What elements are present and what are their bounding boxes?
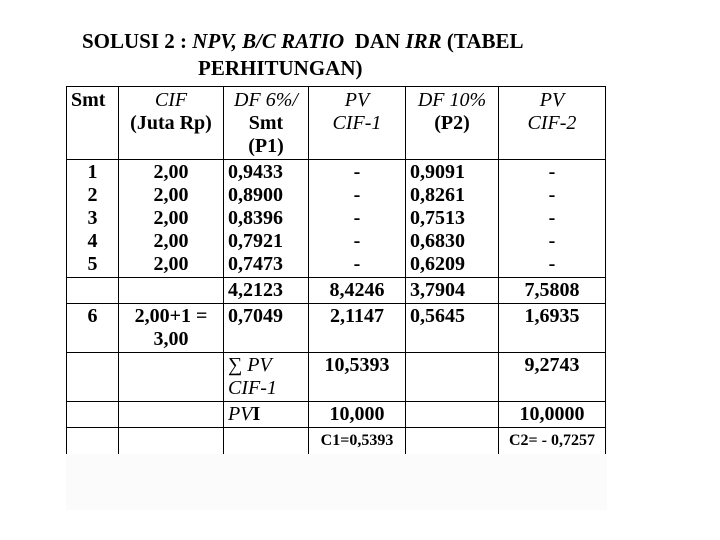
page-title	[82, 28, 642, 82]
calculation-table	[66, 86, 606, 454]
table-row: 1 2 3 4 5 2,00 2,00 2,00 2,00 2,00 0,9433 0,8900 0,8396 0,7921 0,7473 - - - - - 0,9091 0,8261 0,7513 0,6830 0,6209 - - - - -	[67, 160, 606, 278]
header-pv-cif2: PV CIF-2	[499, 87, 606, 160]
title-line-1: SOLUSI 2 : NPV, B/C RATIO DAN IRR (TABEL	[82, 29, 524, 53]
subtotal-row: 4,2123 8,4246 3,7904 7,5808	[67, 278, 606, 304]
header-pv-cif1: PV CIF-1	[309, 87, 406, 160]
sum-pv-row: ∑ PV CIF-1 10,5393 9,2743	[67, 353, 606, 402]
row-6: 6 2,00+1 = 3,00 0,7049 2,1147 0,5645 1,6935	[67, 304, 606, 353]
pv-i-row: PVI 10,000 10,0000	[67, 402, 606, 428]
header-smt: Smt	[67, 87, 119, 160]
header-row	[67, 87, 606, 160]
sum-pv-label: ∑ PV CIF-1	[224, 353, 309, 402]
title-line-2: PERHITUNGAN)	[198, 56, 363, 80]
header-df6: DF 6%/ Smt (P1)	[224, 87, 309, 160]
header-df10: DF 10% (P2)	[406, 87, 499, 160]
c-values-row: C1=0,5393 C2= - 0,7257	[67, 428, 606, 455]
pv-i-label: PVI	[224, 402, 309, 428]
header-cif: CIF (Juta Rp)	[119, 87, 224, 160]
